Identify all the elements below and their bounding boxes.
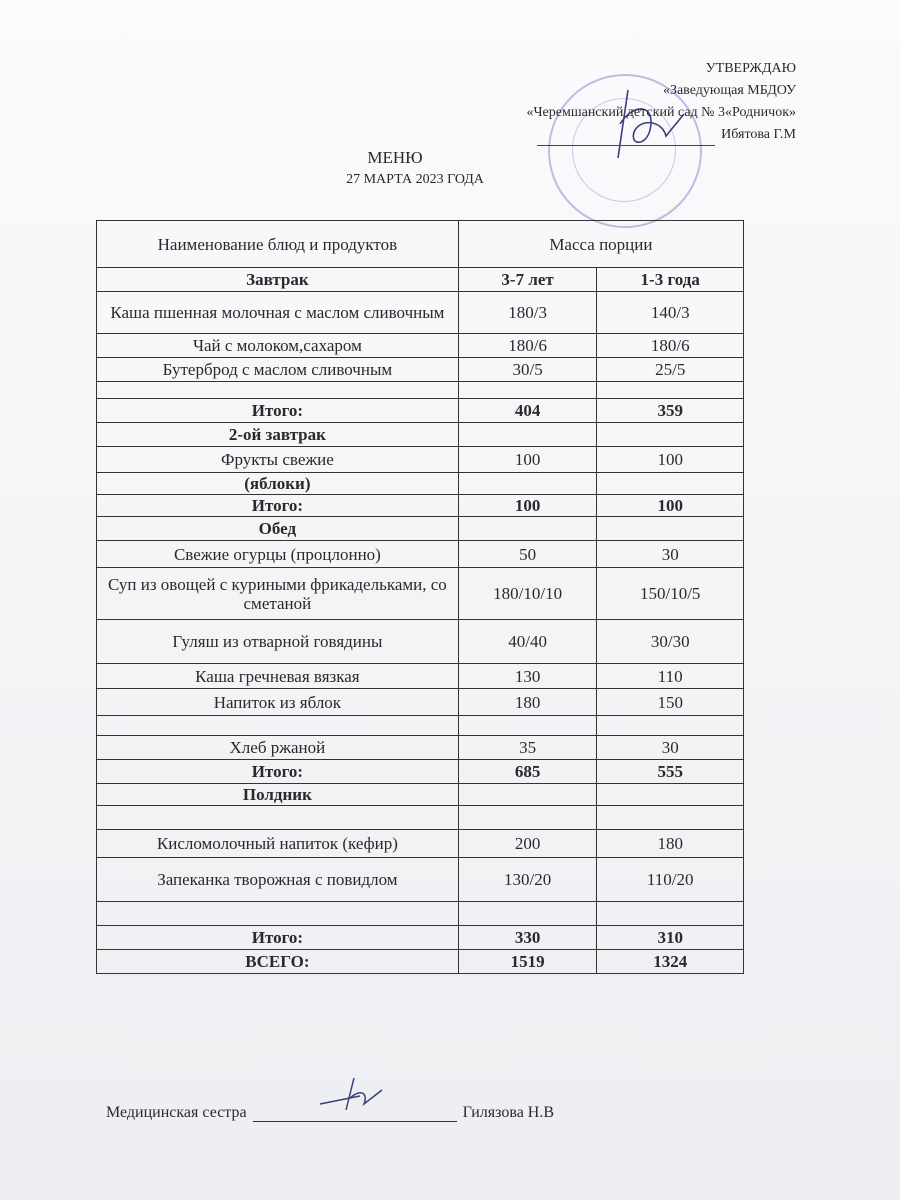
mass-1-3-cell — [597, 806, 744, 830]
approval-signature-line — [526, 124, 796, 146]
dish-cell — [97, 806, 459, 830]
dish-cell: 2-ой завтрак — [97, 423, 459, 447]
mass-1-3-cell: 140/3 — [597, 292, 744, 334]
mass-1-3-cell: 180/6 — [597, 334, 744, 358]
dish-cell: (яблоки) — [97, 473, 459, 495]
dish-cell: Итого: — [97, 760, 459, 784]
mass-3-7-cell — [458, 382, 597, 399]
table-blank-row — [97, 716, 744, 736]
nurse-role: Медицинская сестра — [106, 1104, 247, 1121]
mass-1-3-cell: 150/10/5 — [597, 568, 744, 620]
table-row — [97, 858, 744, 902]
dish-cell: Фрукты свежие — [97, 447, 459, 473]
table-blank-row — [97, 806, 744, 830]
mass-3-7-cell — [458, 716, 597, 736]
nurse-name: Гилязова Н.В — [462, 1104, 555, 1121]
dish-cell: Чай с молоком,сахаром — [97, 334, 459, 358]
dish-cell: Обед — [97, 517, 459, 541]
mass-3-7-cell: 180/3 — [458, 292, 597, 334]
menu-title: МЕНЮ — [367, 148, 423, 167]
mass-3-7-cell: 1519 — [458, 950, 597, 974]
approval-position: «Заведующая МБДОУ — [662, 83, 796, 98]
approval-title: УТВЕРЖДАЮ — [705, 61, 796, 76]
mass-3-7-cell: 200 — [458, 830, 597, 858]
mass-3-7-cell: 100 — [458, 495, 597, 517]
mass-3-7-cell: 130/20 — [458, 858, 597, 902]
dish-cell: Каша пшенная молочная с маслом сливочным — [97, 292, 459, 334]
table-row — [97, 399, 744, 423]
mass-3-7-cell: 180/10/10 — [458, 568, 597, 620]
nurse-signature — [316, 1074, 386, 1114]
table-blank-row — [97, 902, 744, 926]
menu-table — [96, 220, 744, 974]
menu-date: 27 МАРТА 2023 ГОДА — [346, 172, 484, 187]
header-dish: Наименование блюд и продуктов — [97, 221, 459, 268]
mass-1-3-cell: 1324 — [597, 950, 744, 974]
table-row — [97, 830, 744, 858]
table-row — [97, 334, 744, 358]
dish-cell: Свежие огурцы (процлонно) — [97, 541, 459, 568]
mass-3-7-cell: 50 — [458, 541, 597, 568]
mass-1-3-cell: 110 — [597, 664, 744, 689]
table-row — [97, 495, 744, 517]
dish-cell — [97, 716, 459, 736]
signature-underline — [537, 131, 715, 146]
table-row — [97, 541, 744, 568]
mass-3-7-cell — [458, 473, 597, 495]
dish-cell: Напиток из яблок — [97, 689, 459, 716]
table-row — [97, 950, 744, 974]
mass-1-3-cell — [597, 517, 744, 541]
mass-3-7-cell — [458, 902, 597, 926]
mass-1-3-cell — [597, 784, 744, 806]
table-header-row — [97, 221, 744, 268]
table-row — [97, 268, 744, 292]
table-row — [97, 926, 744, 950]
table-row — [97, 736, 744, 760]
mass-1-3-cell: 359 — [597, 399, 744, 423]
dish-cell: Кисломолочный напиток (кефир) — [97, 830, 459, 858]
table-row — [97, 358, 744, 382]
mass-1-3-cell: 1-3 года — [597, 268, 744, 292]
header-mass: Масса порции — [458, 221, 743, 268]
mass-3-7-cell: 330 — [458, 926, 597, 950]
dish-cell: Запеканка творожная с повидлом — [97, 858, 459, 902]
table-row — [97, 517, 744, 541]
dish-cell: Итого: — [97, 399, 459, 423]
dish-cell: ВСЕГО: — [97, 950, 459, 974]
mass-3-7-cell: 685 — [458, 760, 597, 784]
table-row — [97, 664, 744, 689]
mass-1-3-cell: 150 — [597, 689, 744, 716]
mass-1-3-cell — [597, 382, 744, 399]
mass-1-3-cell: 110/20 — [597, 858, 744, 902]
dish-cell: Каша гречневая вязкая — [97, 664, 459, 689]
dish-cell: Полдник — [97, 784, 459, 806]
mass-3-7-cell — [458, 517, 597, 541]
table-row — [97, 784, 744, 806]
mass-3-7-cell: 180 — [458, 689, 597, 716]
dish-cell: Суп из овощей с куриными фрикадельками, со сметаной — [97, 568, 459, 620]
mass-1-3-cell: 310 — [597, 926, 744, 950]
mass-3-7-cell — [458, 784, 597, 806]
mass-3-7-cell: 30/5 — [458, 358, 597, 382]
mass-1-3-cell: 100 — [597, 447, 744, 473]
mass-3-7-cell — [458, 806, 597, 830]
dish-cell: Итого: — [97, 926, 459, 950]
dish-cell: Хлеб ржаной — [97, 736, 459, 760]
mass-1-3-cell — [597, 902, 744, 926]
mass-3-7-cell: 404 — [458, 399, 597, 423]
table-row — [97, 447, 744, 473]
mass-1-3-cell: 30/30 — [597, 620, 744, 664]
table-row — [97, 760, 744, 784]
mass-1-3-cell — [597, 423, 744, 447]
mass-3-7-cell: 180/6 — [458, 334, 597, 358]
approval-block — [526, 58, 796, 146]
table-row — [97, 689, 744, 716]
mass-3-7-cell: 3-7 лет — [458, 268, 597, 292]
mass-1-3-cell — [597, 716, 744, 736]
table-row — [97, 568, 744, 620]
mass-3-7-cell: 100 — [458, 447, 597, 473]
mass-1-3-cell: 180 — [597, 830, 744, 858]
table-blank-row — [97, 382, 744, 399]
approval-name: Ибятова Г.М — [721, 127, 796, 142]
mass-3-7-cell: 35 — [458, 736, 597, 760]
mass-1-3-cell: 30 — [597, 736, 744, 760]
mass-1-3-cell: 30 — [597, 541, 744, 568]
table-row — [97, 473, 744, 495]
dish-cell: Гуляш из отварной говядины — [97, 620, 459, 664]
table-row — [97, 423, 744, 447]
table-row — [97, 292, 744, 334]
mass-1-3-cell — [597, 473, 744, 495]
table-row — [97, 620, 744, 664]
mass-1-3-cell: 555 — [597, 760, 744, 784]
mass-3-7-cell: 40/40 — [458, 620, 597, 664]
dish-cell — [97, 902, 459, 926]
dish-cell: Завтрак — [97, 268, 459, 292]
mass-1-3-cell: 100 — [597, 495, 744, 517]
mass-3-7-cell — [458, 423, 597, 447]
dish-cell: Бутерброд с маслом сливочным — [97, 358, 459, 382]
mass-3-7-cell: 130 — [458, 664, 597, 689]
mass-1-3-cell: 25/5 — [597, 358, 744, 382]
dish-cell: Итого: — [97, 495, 459, 517]
approval-institution: «Черемшанский детский сад № 3«Родничок» — [526, 105, 796, 120]
dish-cell — [97, 382, 459, 399]
